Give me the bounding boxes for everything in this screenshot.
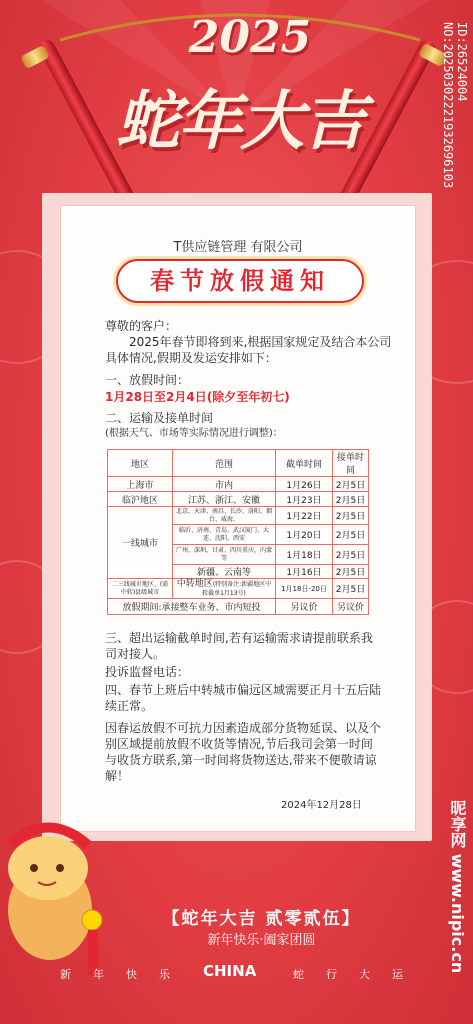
table-cell-cut: 1月23日: [276, 492, 333, 507]
table-cell-accept: 另议价: [333, 599, 369, 615]
table-header-cell: 截单时间: [276, 450, 333, 477]
table-row: [108, 599, 369, 615]
section-2-title: 二、运输及接单时间: [105, 411, 214, 425]
table-cell-accept: 2月5日: [333, 525, 369, 545]
intro-text: 2025年春节即将到来,根据国家规定及结合本公司具体情况,假期及发运安排如下：: [105, 335, 392, 365]
image-id-text: ID:26524004 NO:20250302221932696103: [441, 22, 469, 189]
table-cell-region: 一线城市: [108, 507, 173, 579]
notice-card: [60, 205, 416, 832]
footer-subtitle: 新年快乐·阖家团圆: [207, 933, 316, 948]
notice-title: 春节放假通知: [116, 259, 364, 303]
table-cell-region: 放假期间:承接整车业务、市内短投: [108, 599, 276, 615]
table-cell-region: 临沪地区: [108, 492, 173, 507]
complaint-phone-label: 投诉监督电话：: [105, 665, 190, 679]
scope-note: (特别备注:新疆地区中转截单1月13号): [202, 580, 272, 597]
slogan-char: 大: [359, 968, 370, 981]
hero-year: 2025: [188, 12, 312, 63]
slogan-char: 新: [60, 968, 71, 981]
table-row: [108, 492, 369, 507]
footer-banner: 【蛇年大吉 贰零贰伍】: [162, 909, 361, 929]
table-cell-accept: 2月5日: [333, 545, 369, 565]
notice-date: 2024年12月28日: [281, 800, 362, 811]
table-cell-scope: 北京、天津、南昌、长沙、洛阳、烟台、威海、: [173, 507, 276, 525]
table-header-cell: 地区: [108, 450, 173, 477]
section-4-text: 四、春节上班后中转城市偏远区域需要正月十五后陆续正常。: [105, 683, 382, 713]
table-cell-cut: 1月18日-20日: [276, 579, 333, 599]
table-header-cell: 接单时间: [333, 450, 369, 477]
table-cell-cut: 另议价: [276, 599, 333, 615]
table-cell-scope: 新疆、云南等: [173, 565, 276, 579]
table-cell-cut: 1月18日: [276, 545, 333, 565]
slogan-center: CHINA: [203, 962, 257, 980]
table-cell-scope: 广州、深圳、甘肃、四川重庆、内蒙等: [173, 545, 276, 565]
table-cell-cut: 1月20日: [276, 525, 333, 545]
slogan-char: 乐: [159, 968, 170, 981]
table-cell-cut: 1月26日: [276, 477, 333, 492]
table-cell-accept: 2月5日: [333, 579, 369, 599]
table-cell-scope: [173, 579, 276, 599]
schedule-table: [107, 449, 369, 615]
company-name: T供应链管理 有限公司: [173, 240, 303, 255]
hero-header: [0, 0, 473, 210]
slogan-char: 年: [93, 968, 104, 981]
table-row: [108, 579, 369, 599]
table-cell-cut: 1月22日: [276, 507, 333, 525]
holiday-dates: 1月28日至2月4日(除夕至年初七): [105, 390, 290, 404]
table-row: [108, 477, 369, 492]
table-cell-cut: 1月16日: [276, 565, 333, 579]
table-cell-region: 二三线城市地区、(需中转)县级城市: [108, 579, 173, 599]
table-cell-region: 上海市: [108, 477, 173, 492]
slogan-char: 快: [126, 968, 137, 981]
scope-main: 中转地区: [176, 578, 213, 589]
table-cell-scope: 江苏、浙江、安徽: [173, 492, 276, 507]
hero-title: 蛇年大吉: [116, 84, 364, 159]
closing-text: 因春运放假不可抗力因素造成部分货物延误、以及个别区域提前放假不收货等情况,节后我司会第一时间与收货方联系,第一时间将货物送达,带来不便敬请谅解！: [105, 721, 382, 783]
table-cell-accept: 2月5日: [333, 507, 369, 525]
slogan-char: 运: [392, 968, 403, 981]
table-cell-accept: 2月5日: [333, 565, 369, 579]
section-1-title: 一、放假时间：: [105, 373, 190, 387]
table-header-cell: 范围: [173, 450, 276, 477]
site-watermark: 昵享网 www.nipic.cn: [448, 800, 467, 974]
table-header-row: [108, 450, 369, 477]
section-2-note: (根据天气、市场等实际情况进行调整)：: [105, 428, 283, 439]
table-cell-accept: 2月5日: [333, 477, 369, 492]
table-cell-accept: 2月5日: [333, 492, 369, 507]
slogan-char: 行: [326, 968, 337, 981]
slogan-char: 蛇: [293, 968, 304, 981]
greeting: 尊敬的客户：: [105, 319, 178, 333]
table-cell-scope: 临沂、济南、青岛、武汉厦门、大连、沈阳、西安: [173, 525, 276, 545]
table-row: [108, 507, 369, 525]
table-cell-scope: 市内: [173, 477, 276, 492]
section-3-text: 三、超出运输截单时间,若有运输需求请提前联系我司对接人。: [105, 631, 373, 661]
snake-mascot-icon: [0, 790, 120, 990]
